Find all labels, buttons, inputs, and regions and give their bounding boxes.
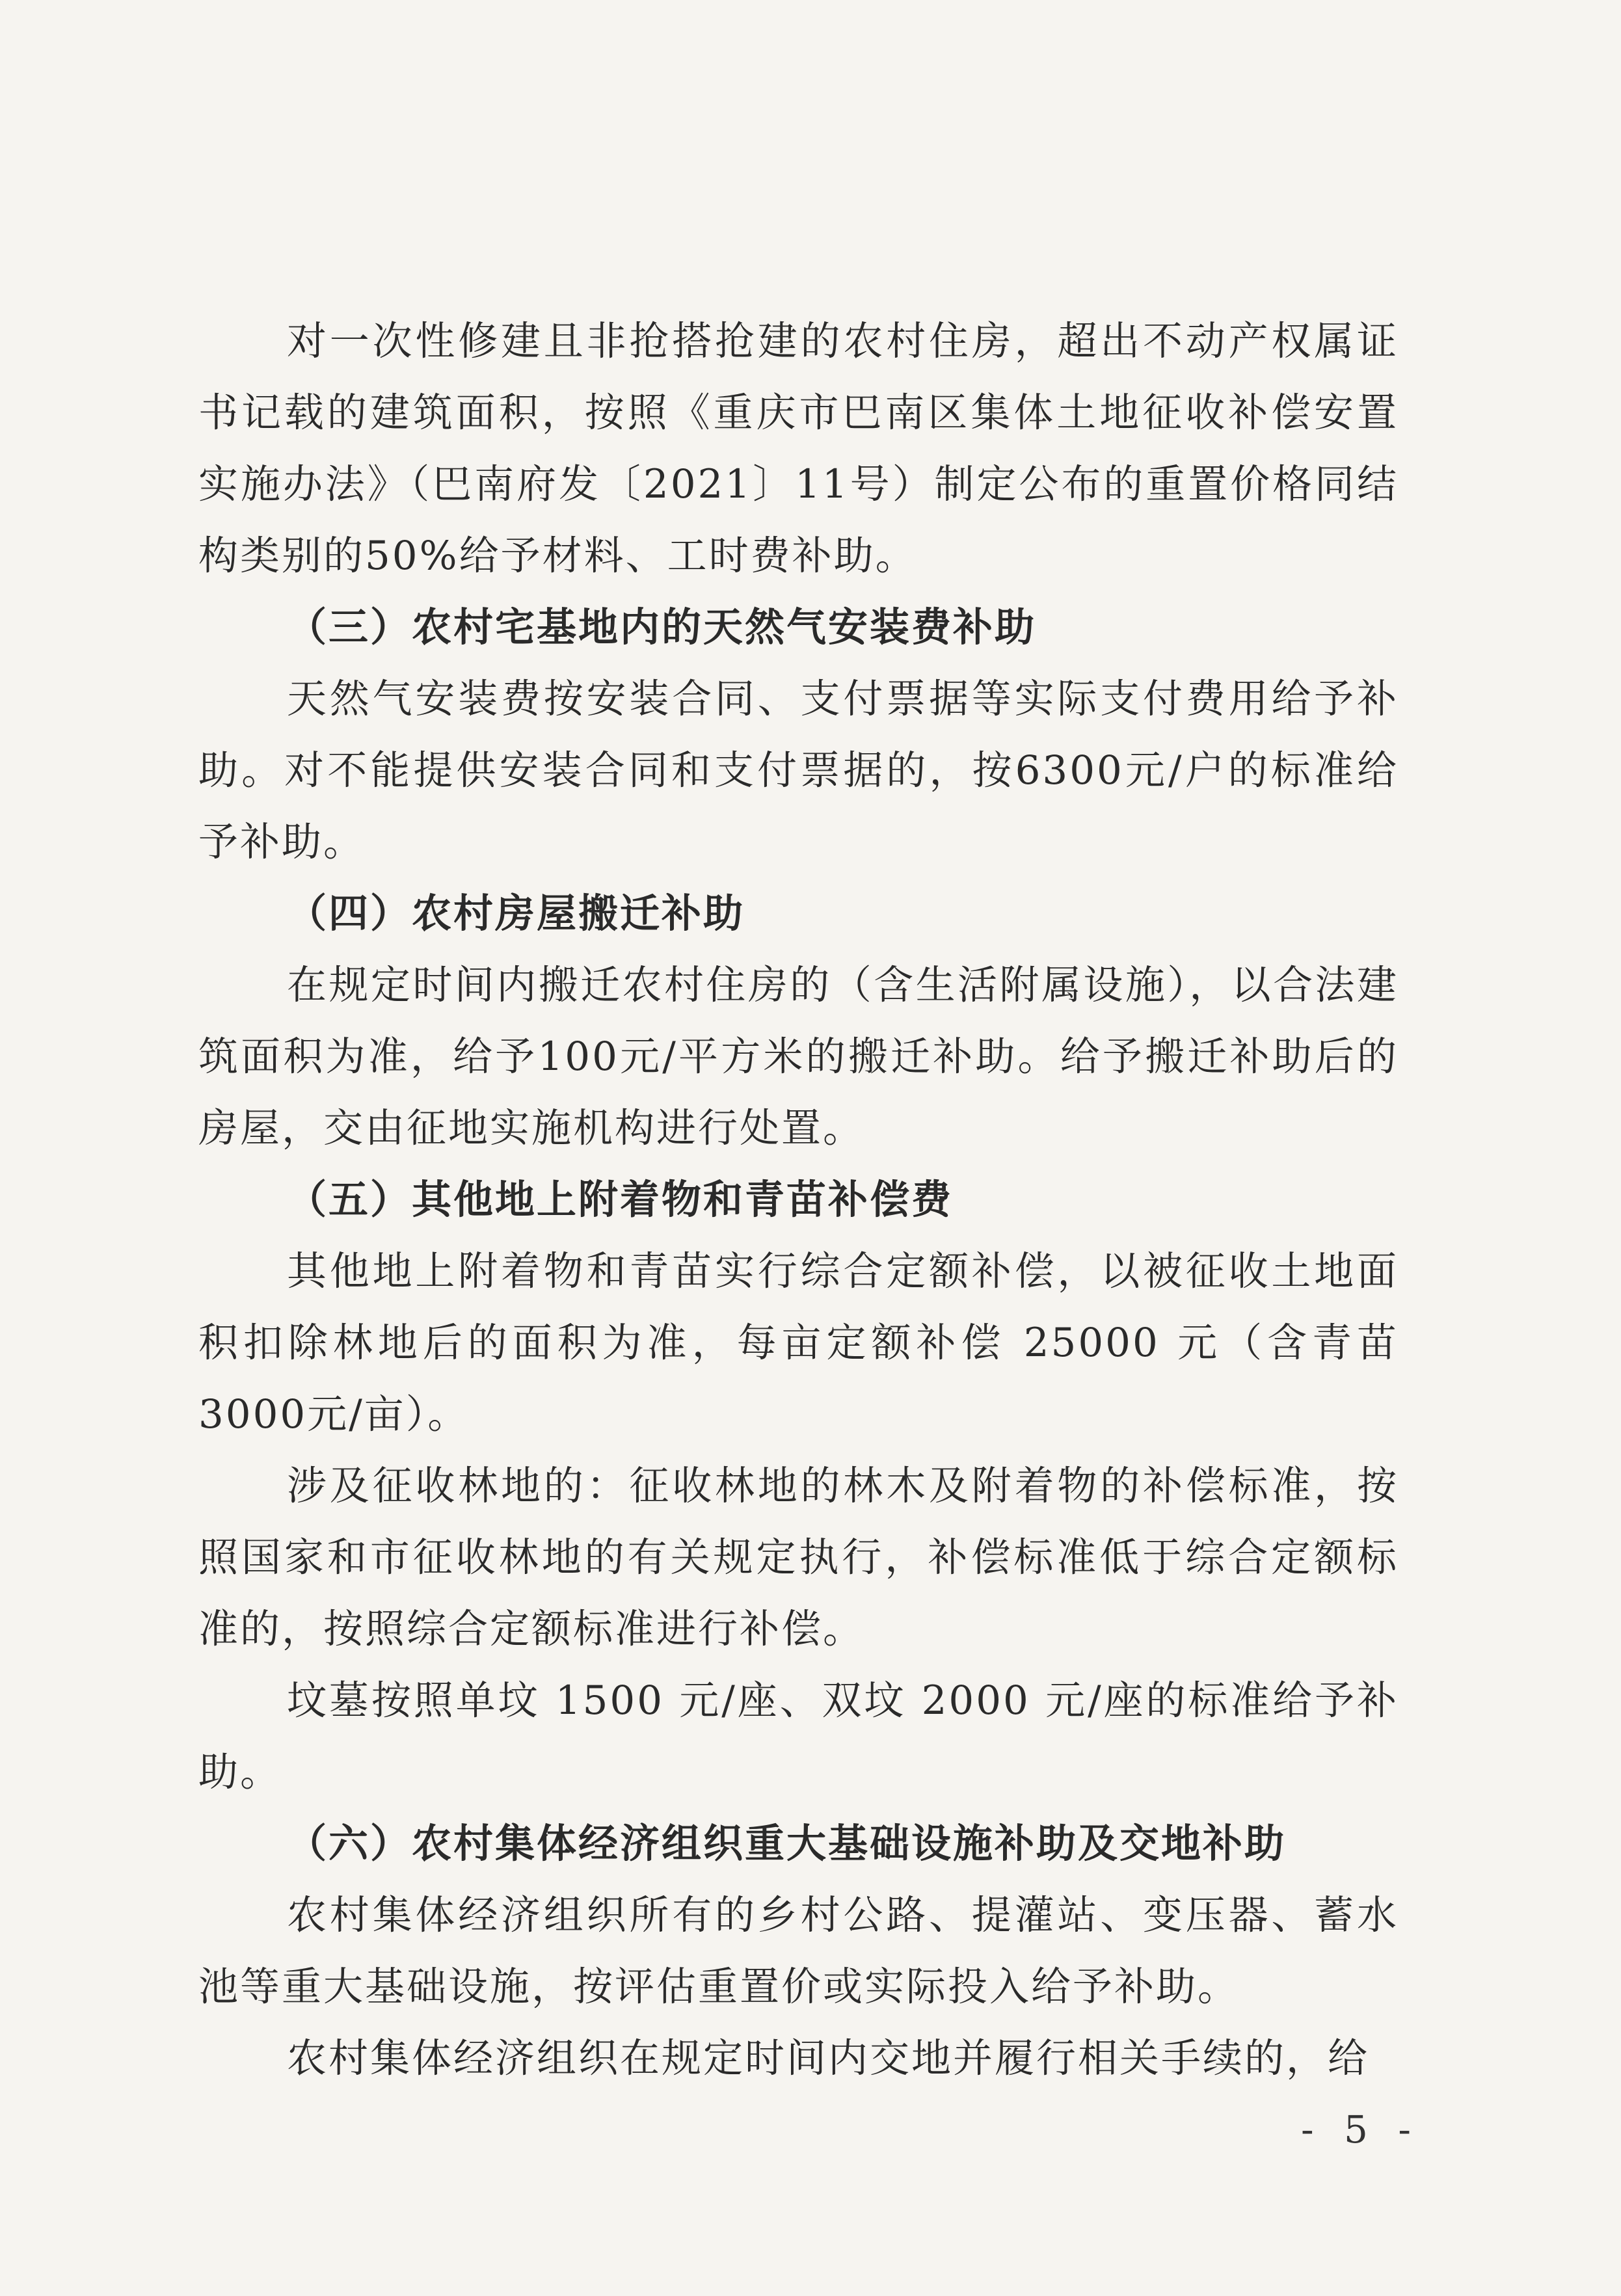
paragraph-8: 农村集体经济组织在规定时间内交地并履行相关手续的，给 bbox=[287, 2035, 1370, 2081]
paragraph-7: 农村集体经济组织所有的乡村公路、提灌站、变压器、蓄水池等重大基础设施，按评估重置价或实际投入给予补助。 bbox=[198, 1892, 1399, 2010]
section-heading-4: （四）农村房屋搬迁补助 bbox=[287, 890, 745, 937]
paragraph-2: 天然气安装费按安装合同、支付票据等实际支付费用给予补助。对不能提供安装合同和支付票据的，按6300元/户的标准给予补助。 bbox=[198, 676, 1399, 865]
section-heading-3: （三）农村宅基地内的天然气安装费补助 bbox=[287, 604, 1037, 650]
paragraph-5: 涉及征收林地的：征收林地的林木及附着物的补偿标准，按照国家和市征收林地的有关规定执行，补偿标准低于综合定额标准的，按照综合定额标准进行补偿。 bbox=[198, 1463, 1399, 1652]
section-heading-6: （六）农村集体经济组织重大基础设施补助及交地补助 bbox=[287, 1821, 1287, 1867]
section-heading-5: （五）其他地上附着物和青苗补偿费 bbox=[287, 1177, 954, 1223]
paragraph-4: 其他地上附着物和青苗实行综合定额补偿，以被征收土地面积扣除林地后的面积为准，每亩定额补偿 25000 元（含青苗 3000元/亩）。 bbox=[198, 1248, 1399, 1437]
page-number: - 5 - bbox=[1301, 2107, 1420, 2152]
paragraph-1: 对一次性修建且非抢搭抢建的农村住房，超出不动产权属证书记载的建筑面积，按照《重庆市巴南区集体土地征收补偿安置实施办法》（巴南府发〔2021〕11号）制定公布的重置价格同结构类别的50%给予材料、工时费补助。 bbox=[198, 318, 1399, 579]
paragraph-3: 在规定时间内搬迁农村住房的（含生活附属设施），以合法建筑面积为准，给予100元/平方米的搬迁补助。给予搬迁补助后的房屋，交由征地实施机构进行处置。 bbox=[198, 962, 1399, 1151]
paragraph-6: 坟墓按照单坟 1500 元/座、双坟 2000 元/座的标准给予补助。 bbox=[198, 1677, 1399, 1795]
document-body bbox=[198, 306, 1399, 2094]
